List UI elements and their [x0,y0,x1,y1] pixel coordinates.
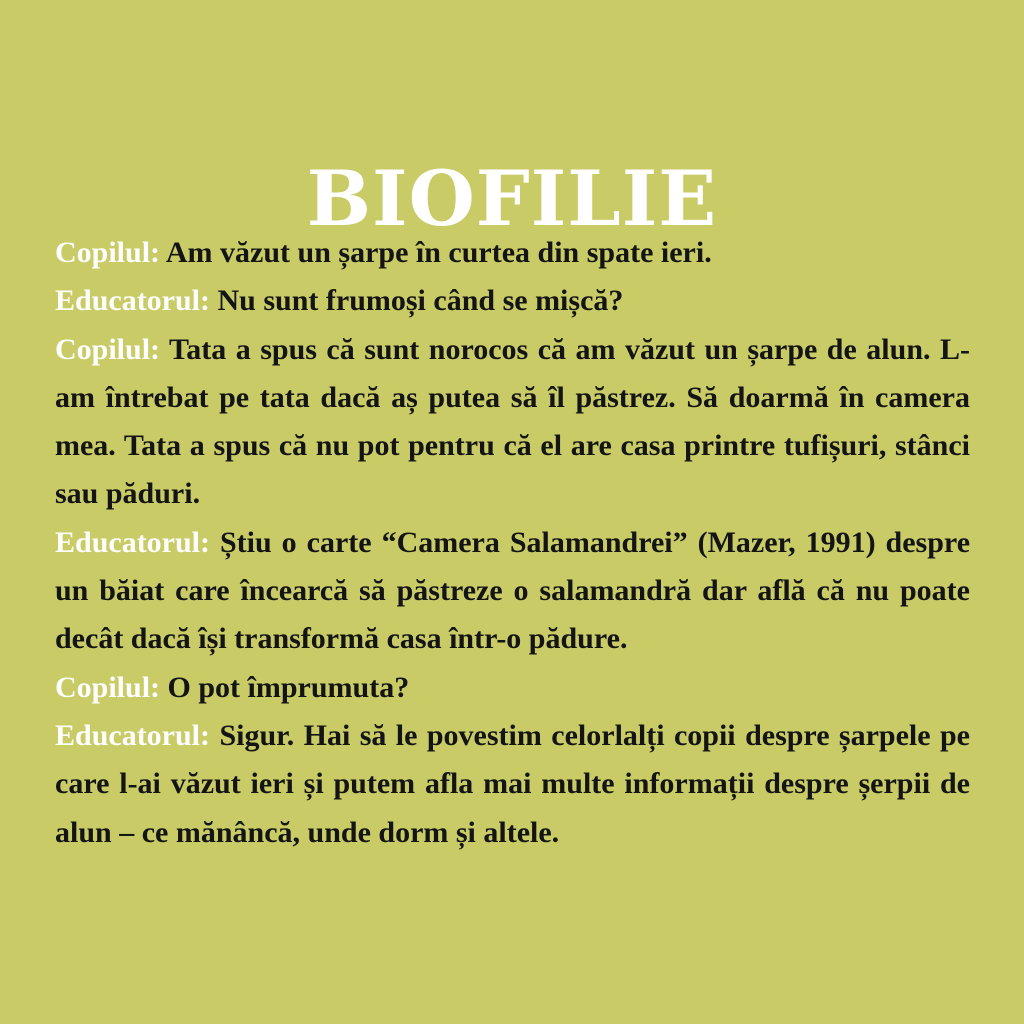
dialogue-text: Tata a spus că sunt norocos că am văzut un șarpe de alun. L-am întrebat pe tata dacă aș putea să îl păstrez. Să doarmă în camera mea. Tata a spus că nu pot pentru că el are casa printre tufișuri, stânci sau păduri. [55,332,970,511]
dialogue-text: Am văzut un șarpe în curtea din spate ieri. [165,236,712,269]
dialogue [55,229,970,857]
dialogue-line [55,712,970,857]
dialogue-text: Știu o carte “Camera Salamandrei” (Mazer, 1991) despre un băiat care încearcă să păstreze o salamandră dar află că nu poate decât dacă își transformă casa într-o pădure. [55,525,971,656]
speaker-label: Copilul: [55,236,161,269]
speaker-label: Educatorul: [55,718,211,752]
dialogue-line [55,664,970,712]
dialogue-line [55,326,970,519]
dialogue-text: Sigur. Hai să le povestim celorlalți copii despre șarpele pe care l-ai văzut ieri și putem afla mai multe informații despre șerpii de alun – ce mănâncă, unde dorm și altele. [55,718,970,849]
dialogue-line [55,519,970,664]
speaker-label: Copilul: [55,670,161,704]
speaker-label: Educatorul: [55,284,211,318]
dialogue-text: O pot împrumuta? [167,670,410,704]
speaker-label: Copilul: [55,332,161,366]
dialogue-line [55,277,970,325]
dialogue-text: Nu sunt frumoși când se mișcă? [217,284,624,318]
dialogue-line [55,229,970,277]
speaker-label: Educatorul: [55,525,211,559]
page-title: BIOFILIE [306,153,718,243]
